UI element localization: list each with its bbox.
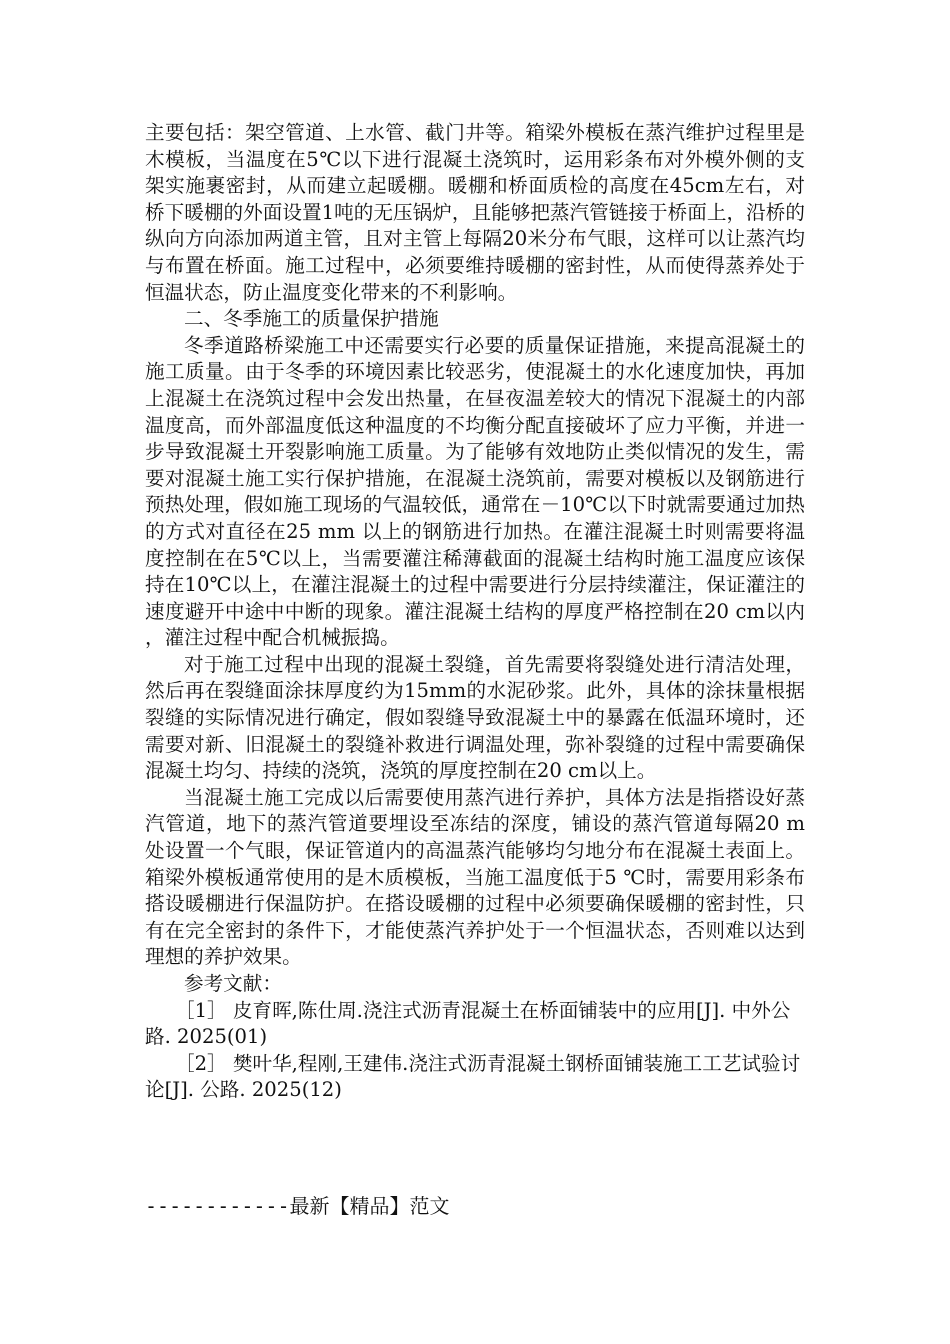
document-body bbox=[145, 120, 805, 1104]
body-paragraph: 冬季道路桥梁施工中还需要实行必要的质量保证措施，来提高混凝土的施工质量。由于冬季的环境因素比较恶劣，使混凝土的水化速度加快，再加上混凝土在浇筑过程中会发出热量，在昼夜温差较大的情况下混凝土的内部温度高，而外部温度低这种温度的不均衡分配直接破坏了应力平衡，并进一步导致混凝土开裂影响施工质量。为了能够有效地防止类似情况的发生，需要对混凝土施工实行保护措施，在混凝土浇筑前，需要对模板以及钢筋进行预热处理，假如施工现场的气温较低，通常在－10℃以下时就需要通过加热的方式对直径在25 mm 以上的钢筋进行加热。在灌注混凝土时则需要将温度控制在在5℃以上，当需要灌注稀薄截面的混凝土结构时施工温度应该保持在10℃以上，在灌注混凝土的过程中需要进行分层持续灌注，保证灌注的速度避开中途中中断的现象。灌注混凝土结构的厚度严格控制在20 cm以内，灌注过程中配合机械振捣。 bbox=[145, 333, 805, 650]
references-heading: 参考文献： bbox=[184, 972, 282, 995]
page-footer bbox=[145, 1192, 450, 1220]
footer-label: 最新【精品】范文 bbox=[289, 1194, 450, 1218]
footer-dashes: ------------ bbox=[145, 1194, 290, 1218]
body-paragraph: 当混凝土施工完成以后需要使用蒸汽进行养护，具体方法是指搭设好蒸汽管道，地下的蒸汽管道要埋设至冻结的深度，铺设的蒸汽管道每隔20 m 处设置一个气眼，保证管道内的高温蒸汽能够均匀地分布在混凝土表面上。箱梁外模板通常使用的是木质模板，当施工温度低于5 ℃时，需要用彩条布搭设暖棚进行保温防护。在搭设暖棚的过程中必须要确保暖棚的密封性，只有在完全密封的条件下，才能使蒸汽养护处于一个恒温状态，否则难以达到理想的养护效果。 bbox=[145, 785, 805, 969]
reference-item: ［2］ 樊叶华,程刚,王建伟.浇注式沥青混凝土钢桥面铺装施工工艺试验讨论[J]. 公路. 2025(12) bbox=[145, 1051, 801, 1102]
body-paragraph: 主要包括：架空管道、上水管、截门井等。箱梁外模板在蒸汽维护过程里是木模板，当温度在5℃以下进行混凝土浇筑时，运用彩条布对外模外侧的支架实施裹密封，从而建立起暖棚。暖棚和桥面质检的高度在45cm左右，对桥下暖棚的外面设置1吨的无压锅炉，且能够把蒸汽管链接于桥面上，沿桥的纵向方向添加两道主管，且对主管上每隔20米分布气眼，这样可以让蒸汽均与布置在桥面。施工过程中，必须要维持暖棚的密封性，从而使得蒸养处于恒温状态，防止温度变化带来的不利影响。 bbox=[145, 121, 805, 304]
reference-item: ［1］ 皮育晖,陈仕周.浇注式沥青混凝土在桥面铺装中的应用[J]. 中外公路. 2025(01) bbox=[145, 998, 791, 1049]
section-heading: 二、冬季施工的质量保护措施 bbox=[184, 307, 439, 331]
body-paragraph: 对于施工过程中出现的混凝土裂缝，首先需要将裂缝处进行清洁处理，然后再在裂缝面涂抹厚度约为15mm的水泥砂浆。此外，具体的涂抹量根据裂缝的实际情况进行确定，假如裂缝导致混凝土中的暴露在低温环境时，还需要对新、旧混凝土的裂缝补救进行调温处理，弥补裂缝的过程中需要确保混凝土均匀、持续的浇筑，浇筑的厚度控制在20 cm以上。 bbox=[145, 652, 805, 783]
reference-list bbox=[145, 998, 805, 1104]
